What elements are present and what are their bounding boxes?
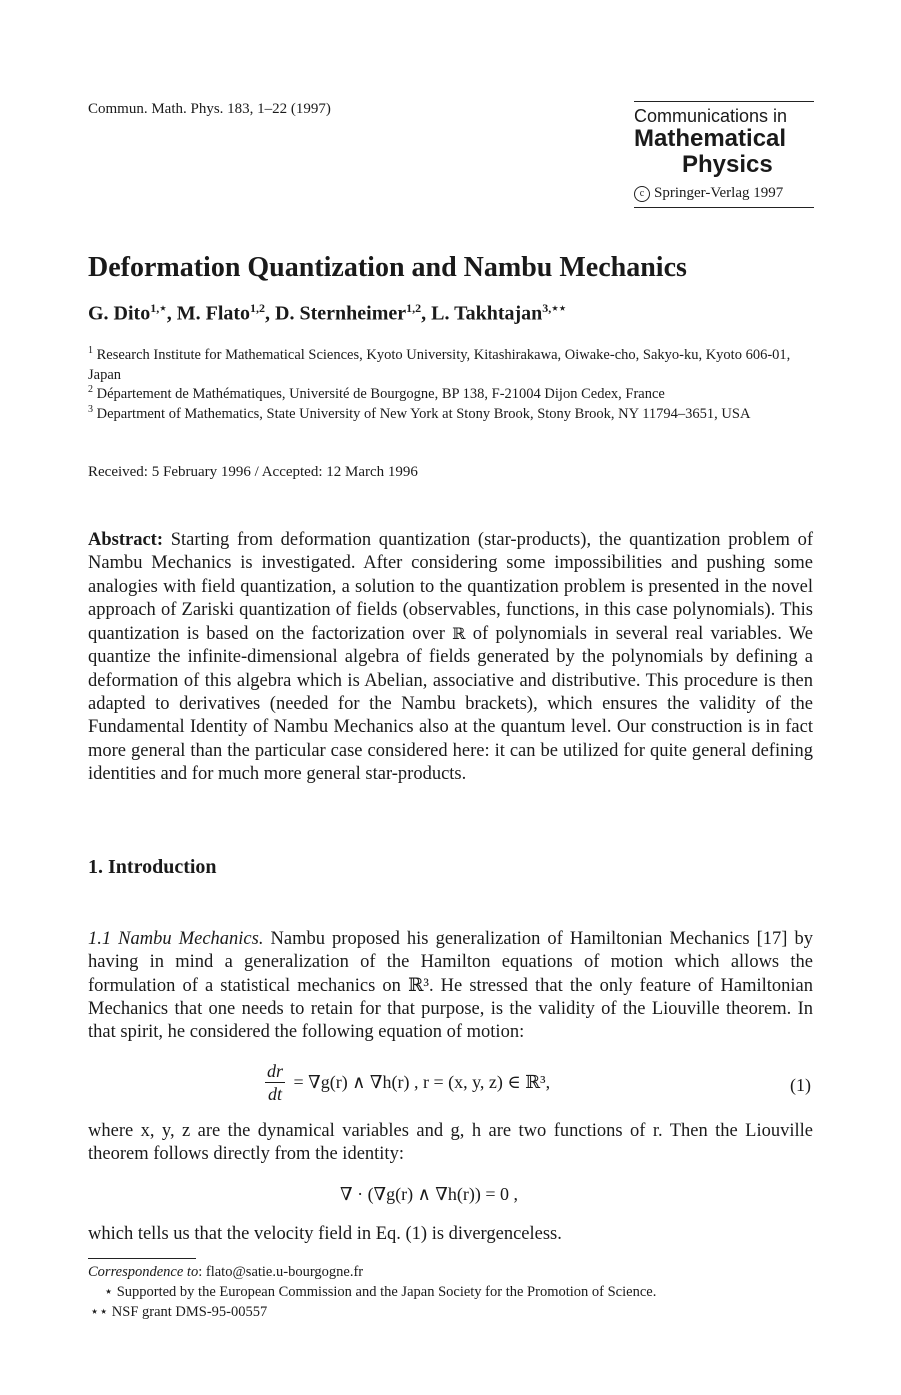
- abstract: [88, 529, 813, 786]
- equation-identity: ∇ · (∇g(r) ∧ ∇h(r)) = 0 ,: [340, 1184, 518, 1204]
- correspondence-label: Correspondence to: [88, 1264, 199, 1280]
- logo-line-mathematical: Mathematical: [634, 125, 787, 152]
- author-marks: 3,⋆⋆: [542, 301, 567, 315]
- logo-copyright: [634, 182, 814, 204]
- intro-paragraph: [88, 928, 813, 1044]
- r3-symbol: ℝ³: [408, 975, 429, 996]
- copyright-icon: c: [634, 186, 650, 202]
- logo-line-communications: Communications in: [634, 106, 788, 126]
- publisher: Springer-Verlag 1997: [654, 185, 784, 201]
- received-dates: Received: 5 February 1996 / Accepted: 12 March 1996: [88, 464, 418, 480]
- abstract-text-part1: Starting from deformation quantization (star-products), the quantization problem of Nambu Mechanics is investigated. After considering some impossibilities and pushing some analogies with field quantization, a solution to the quantization problem is presented in the novel approach of Zariski quantization of fields (observables, functions, in this case polynomials). This quantization is based on the factorization over: [88, 530, 813, 645]
- footnote-correspondence: [88, 1264, 363, 1281]
- abstract-text-part2: of polynomials in several real variables. We quantize the infinite-dimensional algebra of fields generated by the polynomials by defining a deformation of this algebra which is Abelian, associative and distributive. This procedure is then adapted to derivatives (needed for the Nambu brackets), which ensures the validity of the Fundamental Identity of Nambu Mechanics also at the quantum level. Our construction is in fact more general than the particular case considered here: it can be utilized for quite general defining identities and for much more general star-products.: [88, 624, 814, 784]
- affiliation: [88, 341, 818, 385]
- abstract-label: Abstract:: [88, 530, 164, 550]
- author-marks: 1,2: [406, 301, 422, 315]
- author-name: D. Sternheimer: [275, 302, 407, 325]
- paragraph: where x, y, z are the dynamical variables and g, h are two functions of r. Then the Liouville theorem follows directly from the identity:: [88, 1121, 813, 1165]
- affiliation: [88, 400, 818, 424]
- author-marks: 1,2: [250, 301, 266, 315]
- affiliation-number: 3: [88, 404, 93, 415]
- affiliation-text: Research Institute for Mathematical Sciences, Kyoto University, Kitashirakawa, Oiwake-cho, Sakyo-ku, Kyoto 606-01, Japan: [88, 346, 791, 383]
- affiliation-text: Département de Mathématiques, Université de Bourgogne, BP 138, F-21004 Dijon Cedex, France: [96, 385, 665, 402]
- author-name: G. Dito: [88, 302, 151, 325]
- real-numbers-symbol: ℝ: [452, 624, 466, 644]
- author-name: L. Takhtajan: [431, 302, 543, 325]
- author-marks: 1,⋆: [150, 301, 167, 315]
- derivative-fraction: [265, 1060, 285, 1105]
- subsection-heading: 1.1 Nambu Mechanics.: [88, 929, 264, 949]
- section-heading: 1. Introduction: [88, 856, 217, 878]
- journal-logo: [634, 101, 814, 208]
- equation-number: (1): [790, 1075, 811, 1095]
- logo-top-rule: [634, 101, 814, 102]
- logo-bottom-rule: [634, 207, 814, 208]
- footnote: ⋆⋆ NSF grant DMS-95-00557: [90, 1304, 268, 1320]
- journal-reference: Commun. Math. Phys. 183, 1–22 (1997): [88, 101, 331, 117]
- footnote: ⋆ Supported by the European Commission and the Japan Society for the Promotion of Science.: [104, 1284, 657, 1300]
- author-list: G. Dito$^{1,⋆}$, M. Flato$^{1,2}$, D. Sternheimer$^{1,2}$, L. Takhtajan$^{3,⋆⋆}$: [88, 301, 567, 325]
- paragraph-text: Nambu proposed his generalization of Hamiltonian Mechanics [17] by having in mind a generalization of the Hamilton equations of motion which allows the formulation of a statistical mechanics on: [88, 929, 813, 996]
- equation-1: [265, 1060, 550, 1105]
- footnote-rule: [88, 1258, 196, 1259]
- fraction-numerator: dr: [267, 1061, 284, 1081]
- affiliation-text: Department of Mathematics, State University of New York at Stony Brook, Stony Brook, NY 11794–3651, USA: [96, 405, 751, 422]
- affiliation-number: 1: [88, 345, 93, 356]
- fraction-denominator: dt: [268, 1084, 283, 1104]
- paper-title: Deformation Quantization and Nambu Mechanics: [88, 252, 687, 283]
- affiliation-number: 2: [88, 384, 93, 395]
- equation-rhs: = ∇g(r) ∧ ∇h(r) , r = (x, y, z) ∈ ℝ³,: [293, 1072, 551, 1092]
- author-name: M. Flato: [176, 302, 251, 325]
- paragraph-text: . He stressed that the only feature of Hamiltonian Mechanics that one needs to retain for that purpose, is the validity of the Liouville theorem. In that spirit, he considered the following equation of motion:: [88, 975, 813, 1043]
- logo-line-physics: Physics: [682, 151, 773, 178]
- paragraph: which tells us that the velocity field in Eq. (1) is divergenceless.: [88, 1224, 562, 1244]
- correspondence-email: : flato@satie.u-bourgogne.fr: [198, 1264, 364, 1280]
